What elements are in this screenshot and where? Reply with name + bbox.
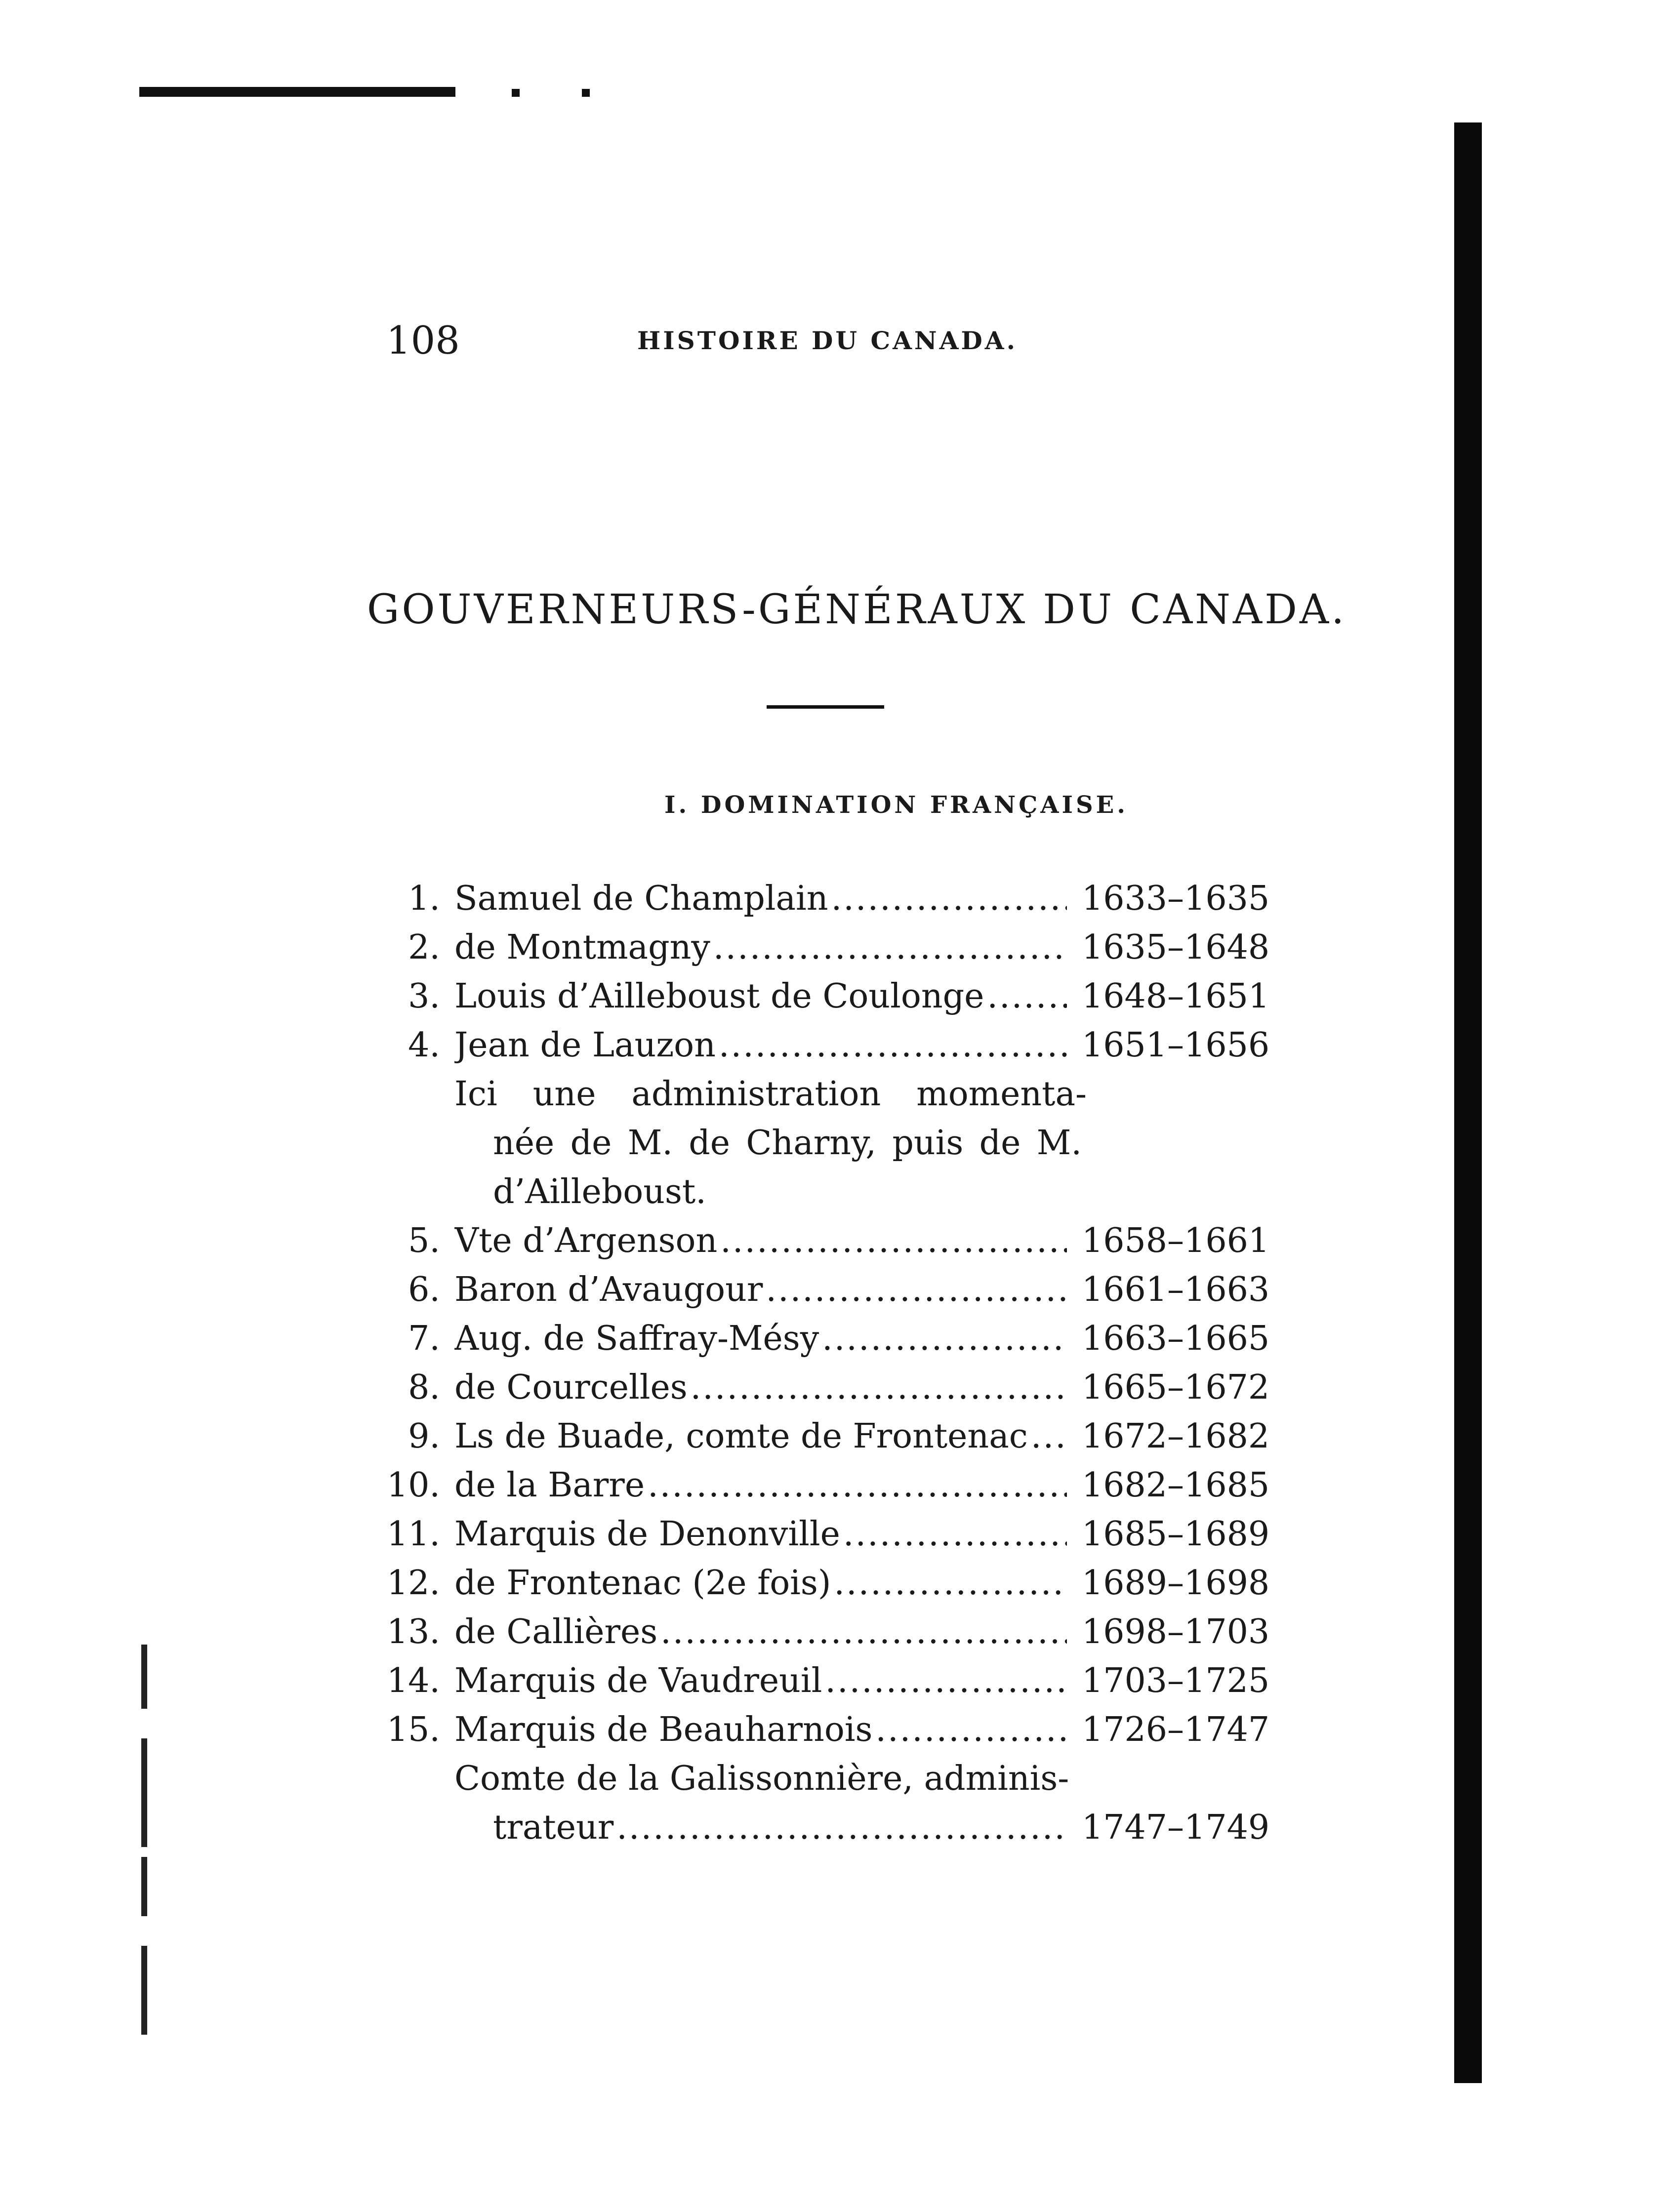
entry-name: de Callières	[454, 1612, 658, 1651]
entry-number: 9.	[408, 1417, 440, 1456]
list-item	[0, 1656, 1674, 1705]
entry-number: 13.	[386, 1612, 440, 1651]
dot-leader	[875, 1705, 1067, 1754]
dot-leader	[825, 1656, 1067, 1705]
dot-leader	[834, 1559, 1067, 1608]
list-item	[0, 1265, 1674, 1314]
scan-dot	[512, 89, 520, 97]
entry-name: Ls de Buade, comte de Frontenac	[454, 1417, 1028, 1456]
dot-leader	[766, 1265, 1067, 1314]
list-item	[0, 874, 1674, 923]
section-heading: I. DOMINATION FRANÇAISE.	[664, 791, 1128, 819]
list-item	[0, 1705, 1674, 1754]
note-text: Ici une administration momenta-	[454, 1075, 1087, 1114]
entry-name: Marquis de Denonville	[454, 1515, 840, 1554]
title-rule	[767, 705, 884, 709]
list-item	[0, 1608, 1674, 1656]
dot-leader	[720, 1216, 1067, 1265]
list-item	[0, 972, 1674, 1021]
dot-leader	[616, 1803, 1067, 1852]
entry-name: Jean de Lauzon	[454, 1026, 716, 1065]
note-text: d’Ailleboust.	[493, 1172, 706, 1211]
entry-name: Louis d’Ailleboust de Coulonge	[454, 977, 984, 1016]
list-item	[0, 1461, 1674, 1510]
dot-leader	[713, 923, 1067, 972]
note-line	[0, 1167, 1674, 1216]
entry-number: 7.	[408, 1319, 440, 1358]
entry-name: trateur	[493, 1808, 614, 1847]
dot-leader	[822, 1314, 1067, 1363]
scan-left-mark	[141, 1946, 147, 2035]
dot-leader	[691, 1363, 1067, 1412]
entry-name: Aug. de Saffray-Mésy	[454, 1319, 819, 1358]
entry-years: 1747–1749	[1082, 1808, 1270, 1847]
entry-number: 4.	[408, 1026, 440, 1065]
note-line	[0, 1070, 1674, 1119]
entry-years: 1651–1656	[1082, 1026, 1270, 1065]
entry-name: Marquis de Vaudreuil	[454, 1661, 822, 1700]
entry-years: 1658–1661	[1082, 1221, 1270, 1260]
list-item	[0, 1412, 1674, 1461]
entry-number: 8.	[408, 1368, 440, 1407]
entry-number: 2.	[408, 928, 440, 967]
entry-years: 1663–1665	[1082, 1319, 1270, 1358]
entry-number: 3.	[408, 977, 440, 1016]
entry-years: 1635–1648	[1082, 928, 1270, 967]
list-item	[0, 1510, 1674, 1559]
entry-name: Marquis de Beauharnois	[454, 1710, 873, 1749]
entry-years: 1648–1651	[1082, 977, 1270, 1016]
dot-leader	[831, 874, 1067, 923]
entry-number: 15.	[386, 1710, 440, 1749]
list-item	[0, 1216, 1674, 1265]
page-title: GOUVERNEURS-GÉNÉRAUX DU CANADA.	[367, 586, 1347, 633]
note-line	[0, 1754, 1674, 1803]
entry-number: 11.	[386, 1515, 440, 1554]
dot-leader	[648, 1461, 1067, 1510]
page-number: 108	[386, 319, 460, 363]
scan-left-mark	[141, 1857, 147, 1916]
entry-number: 5.	[408, 1221, 440, 1260]
list-item	[0, 1803, 1674, 1852]
governors-list	[0, 874, 1674, 1852]
entry-number: 12.	[386, 1564, 440, 1603]
list-item	[0, 1559, 1674, 1608]
dot-leader	[1031, 1412, 1067, 1461]
entry-name: de Montmagny	[454, 928, 710, 967]
entry-name: Samuel de Champlain	[454, 879, 828, 918]
entry-years: 1672–1682	[1082, 1417, 1270, 1456]
note-line	[0, 1119, 1674, 1167]
entry-years: 1726–1747	[1082, 1710, 1270, 1749]
list-item	[0, 1314, 1674, 1363]
entry-years: 1703–1725	[1082, 1661, 1270, 1700]
scan-dot	[582, 89, 590, 97]
note-text: née de M. de Charny, puis de M.	[493, 1124, 1082, 1163]
entry-years: 1685–1689	[1082, 1515, 1270, 1554]
entry-years: 1698–1703	[1082, 1612, 1270, 1651]
list-item	[0, 1363, 1674, 1412]
list-item	[0, 1021, 1674, 1070]
entry-years: 1665–1672	[1082, 1368, 1270, 1407]
entry-name: de Courcelles	[454, 1368, 688, 1407]
entry-years: 1661–1663	[1082, 1270, 1270, 1309]
entry-years: 1689–1698	[1082, 1564, 1270, 1603]
entry-name: Baron d’Avaugour	[454, 1270, 763, 1309]
entry-name: de Frontenac (2e fois)	[454, 1564, 831, 1603]
entry-number: 6.	[408, 1270, 440, 1309]
entry-name: Vte d’Argenson	[454, 1221, 718, 1260]
entry-number: 1.	[408, 879, 440, 918]
entry-number: 14.	[386, 1661, 440, 1700]
entry-years: 1682–1685	[1082, 1466, 1270, 1505]
dot-leader	[987, 972, 1067, 1021]
scan-top-bar	[139, 87, 455, 97]
dot-leader	[843, 1510, 1067, 1559]
dot-leader	[660, 1608, 1067, 1656]
entry-number: 10.	[386, 1466, 440, 1505]
running-header	[0, 316, 1674, 365]
list-item	[0, 923, 1674, 972]
entry-years: 1633–1635	[1082, 879, 1270, 918]
note-text: Comte de la Galissonnière, adminis-	[454, 1759, 1069, 1798]
dot-leader	[719, 1021, 1067, 1070]
entry-name: de la Barre	[454, 1466, 645, 1505]
running-title: HISTOIRE DU CANADA.	[637, 326, 1018, 355]
